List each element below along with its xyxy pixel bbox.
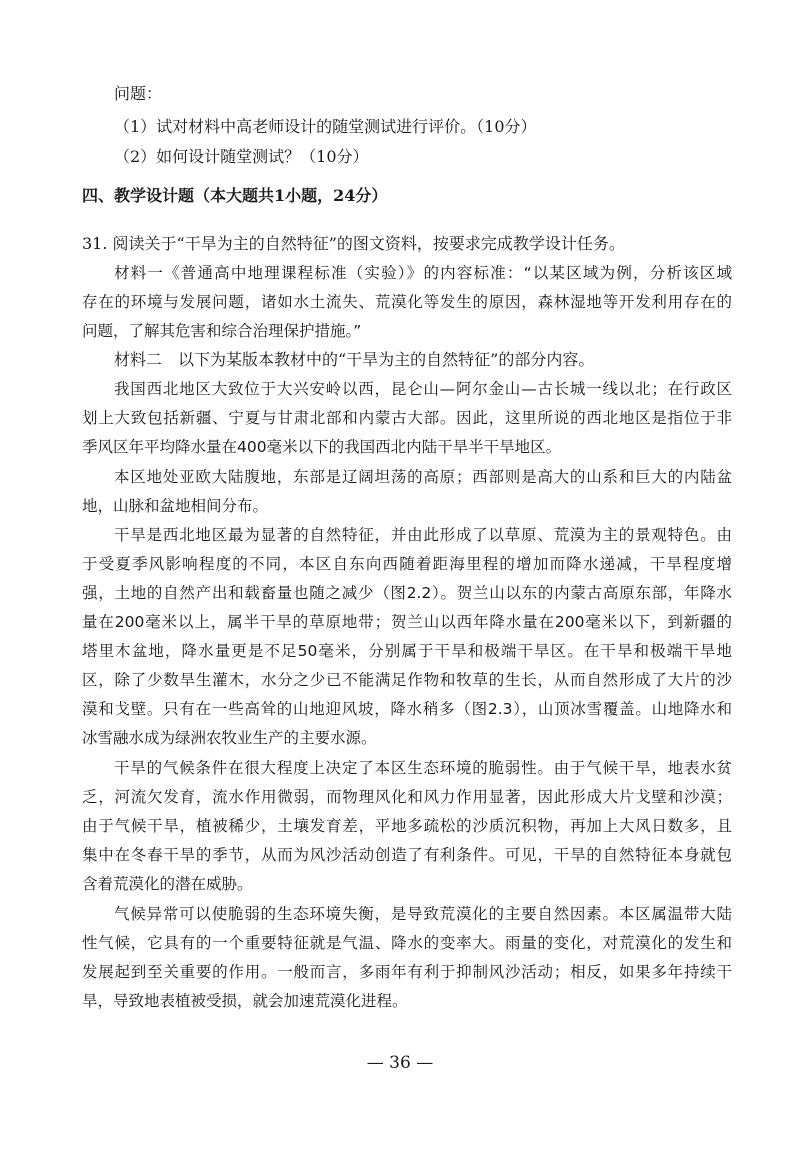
questions-label: 问题： [114,84,163,103]
paragraph-line: 我国西北地区大致位于大兴安岭以西，昆仑山—阿尔金山—古长城一线以北；在行政区 [114,380,732,398]
page-number: — 36 — [366,1053,434,1073]
paragraph-line: 旱，导致地表植被受损，就会加速荒漠化进程。 [82,992,408,1010]
paragraph-line: 由于气候干旱，植被稀少，土壤发育差，平地多疏松的沙质沉积物，再加上大风日数多，且 [82,817,732,835]
question-31-intro: 31. 阅读关于“干旱为主的自然特征”的图文资料，按要求完成教学设计任务。 [82,234,625,253]
paragraph-line: 含着荒漠化的潜在威胁。 [82,875,253,893]
section-title: 四、教学设计题（本大题共1小题，24分） [82,186,388,205]
paragraph-line: 发展起到至关重要的作用。一般而言，多雨年有利于抑制风沙活动；相反，如果多年持续干 [82,963,732,981]
paragraph-line: 干旱是西北地区最为显著的自然特征，并由此形成了以草原、荒漠为主的景观特色。由 [114,526,732,544]
paragraph-line: 冰雪融水成为绿洲农牧业生产的主要水源。 [82,729,377,747]
paragraph-line: 强，土地的自然产出和载畜量也随之减少（图2.2）。贺兰山以东的内蒙古高原东部，年降水 [82,584,732,602]
paragraph-line: 地，山脉和盆地相间分布。 [82,497,269,515]
paragraph-line: 划上大致包括新疆、宁夏与甘肃北部和内蒙古大部。因此，这里所说的西北地区是指位于非 [82,409,732,427]
material-1-line: 材料一《普通高中地理课程标准（实验）》的内容标准：“以某区域为例，分析该区域 [114,264,732,282]
paragraph-line: 气候异常可以使脆弱的生态环境失衡，是导致荒漠化的主要自然因素。本区属温带大陆 [114,905,732,923]
paragraph-line: 量在200毫米以上，属半干旱的草原地带；贺兰山以西年降水量在200毫米以下，到新疆的 [82,613,732,631]
paragraph-line: 区，除了少数旱生灌木，水分之少已不能满足作物和牧草的生长，从而自然形成了大片的沙 [82,671,732,689]
paragraph-line: 干旱的气候条件在很大程度上决定了本区生态环境的脆弱性。由于气候干旱，地表水贫 [114,759,732,777]
question-1: （1）试对材料中高老师设计的随堂测试进行评价。（10分） [114,117,537,136]
question-2: （2）如何设计随堂测试？（10分） [114,147,369,166]
paragraph-line: 塔里木盆地，降水量更是不足50毫米，分别属于干旱和极端干旱区。在干旱和极端干旱地 [82,642,732,660]
paragraph-line: 季风区年平均降水量在400毫米以下的我国西北内陆干旱半干旱地区。 [82,438,562,456]
paragraph-line: 集中在冬春干旱的季节，从而为风沙活动创造了有利条件。可见，干旱的自然特征本身就包 [82,846,732,864]
paragraph-line: 性气候，它具有的一个重要特征就是气温、降水的变率大。雨量的变化，对荒漠化的发生和 [82,934,732,952]
paragraph-line: 漠和戈壁。只有在一些高耸的山地迎风坡，降水稍多（图2.3），山顶冰雪覆盖。山地降水和 [82,700,732,718]
material-1-line: 存在的环境与发展问题，诸如水土流失、荒漠化等发生的原因，森林湿地等开发利用存在的 [82,293,732,311]
paragraph-line: 乏，河流欠发育，流水作用微弱，而物理风化和风力作用显著，因此形成大片戈壁和沙漠； [82,788,732,806]
paragraph-line: 于受夏季风影响程度的不同，本区自东向西随着距海里程的增加而降水递减，干旱程度增 [82,555,732,573]
material-1-line: 问题，了解其危害和综合治理保护措施。” [82,322,362,340]
paragraph-line: 本区地处亚欧大陆腹地，东部是辽阔坦荡的高原；西部则是高大的山系和巨大的内陆盆 [114,468,732,486]
material-2-intro: 材料二 以下为某版本教材中的“干旱为主的自然特征”的部分内容。 [114,350,595,369]
